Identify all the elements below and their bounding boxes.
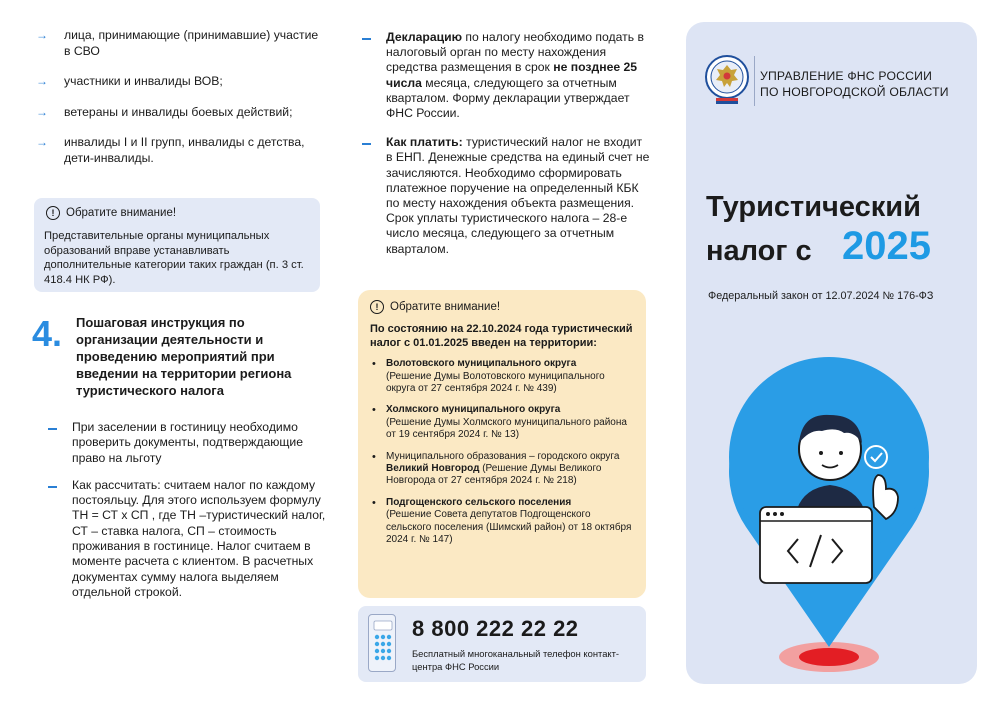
dash-bullet-icon <box>48 486 57 488</box>
organization-name: УПРАВЛЕНИЕ ФНС РОССИИ ПО НОВГОРОДСКОЙ ОБЛАСТИ <box>760 69 949 99</box>
phone-description: Бесплатный многоканальный телефон контакт-центра ФНС России <box>412 648 620 672</box>
year-label: 2025 <box>842 224 931 268</box>
arrow-icon: → <box>36 135 48 149</box>
list-item: → инвалиды I и II групп, инвалиды с детства, дети-инвалиды. <box>36 135 305 165</box>
cover-panel <box>686 22 977 684</box>
list-item: Как платить: туристический налог не входит в ЕНП. Денежные средства на единый счет не зачисляются. Необходимо сформировать платежное поручение на определенный КБК по месту нахождения объекта размещения. Срок уплаты туристического налога – 28-е число месяца, следующего за отчетным кварталом. <box>362 135 650 257</box>
list-item: → лица, принимающие (принимавшие) участие в СВО <box>36 28 319 58</box>
list-item: • Волотовского муниципального округа (Решение Думы Волотовского муниципального округа от 27 сентября 2024 г. № 439) <box>370 358 634 395</box>
list-item: • Муниципального образования – городского округа Великий Новгород (Решение Думы Великого Новгорода от 27 сентября 2024 г. № 218) <box>370 451 634 488</box>
law-reference: Федеральный закон от 12.07.2024 № 176-ФЗ <box>708 290 934 302</box>
exclamation-icon: ! <box>370 300 384 314</box>
list-item: → участники и инвалиды ВОВ; <box>36 74 223 88</box>
dash-bullet-icon <box>362 143 371 145</box>
exclamation-icon: ! <box>46 206 60 220</box>
phone-contact <box>358 606 646 682</box>
arrow-icon: → <box>36 74 48 88</box>
map-pin-illustration <box>726 357 936 682</box>
section-number: 4. <box>32 313 63 354</box>
steps-list <box>48 420 328 612</box>
phone-icon <box>368 614 396 672</box>
logo-divider <box>754 56 755 106</box>
list-item: Декларацию по налогу необходимо подать в налоговый орган по месту нахождения средства размещения в срок не позднее 25 числа месяца, следующего за отчетным кварталом. Форму декларации утверждает ФНС России. <box>362 30 650 121</box>
list-item: • Холмского муниципального округа (Решение Думы Холмского муниципального района от 19 сентября 2024 г. № 13) <box>370 404 634 441</box>
list-item: → ветераны и инвалиды боевых действий; <box>36 104 293 119</box>
territories-note: ! Обратите внимание! По состоянию на 22.10.2024 года туристический налог с 01.01.2025 введен на территории: • Волотовского муниципального округа (Решение Думы Волотовского муниципального округа от 27 сентября 2024 г. № 439) • Холмского муниципального округа (Решение Думы Холмского муниципального района от 19 сентября 2024 г. № 13) • Муниципального образования – городского округа Великий Новгород (Решение Думы Великого Новгорода от 27 сентября 2024 г. № 218) • Подгощенского сельского поселения (Решение Совета депутатов Подгощенского сельского поселения (Шимский район) от 18 октября 2024 г. № 147) <box>358 290 646 598</box>
attention-note: ! Обратите внимание! Представительные органы муниципальных образований вправе устанавливать дополнительные категории таких граждан (п. 3 ст. 418.4 НК РФ). <box>34 198 320 292</box>
tax-rules-list <box>362 30 650 271</box>
page-title: Туристический <box>706 191 921 223</box>
section-title: Пошаговая инструкция по организации деятельности и проведению мероприятий при введении на территории региона туристического налога <box>76 315 292 398</box>
page-title-line2: налог с <box>706 235 812 267</box>
list-item: Как рассчитать: считаем налог по каждому постояльцу. Для этого используем формулу ТН = СТ х СП , где ТН –туристический налог, СТ – ставка налога, СП – стоимость проживания в гостинице. Налог считаем в моменте расчета с клиентом. В расчетных документах сумму налога выделяем отдельной строкой. <box>48 478 328 600</box>
beneficiaries-list <box>34 28 324 181</box>
arrow-icon: → <box>36 28 48 42</box>
fns-emblem-icon <box>704 54 750 106</box>
phone-number[interactable]: 8 800 222 22 22 <box>412 616 579 641</box>
list-item: При заселении в гостиницу необходимо проверить документы, подтверждающие право на льготу <box>48 420 328 466</box>
dash-bullet-icon <box>362 38 371 40</box>
dash-bullet-icon <box>48 428 57 430</box>
list-item: • Подгощенского сельского поселения (Решение Совета депутатов Подгощенского сельского поселения (Шимский район) от 18 октября 2024 г. № 147) <box>370 497 634 547</box>
arrow-icon: → <box>36 104 48 119</box>
